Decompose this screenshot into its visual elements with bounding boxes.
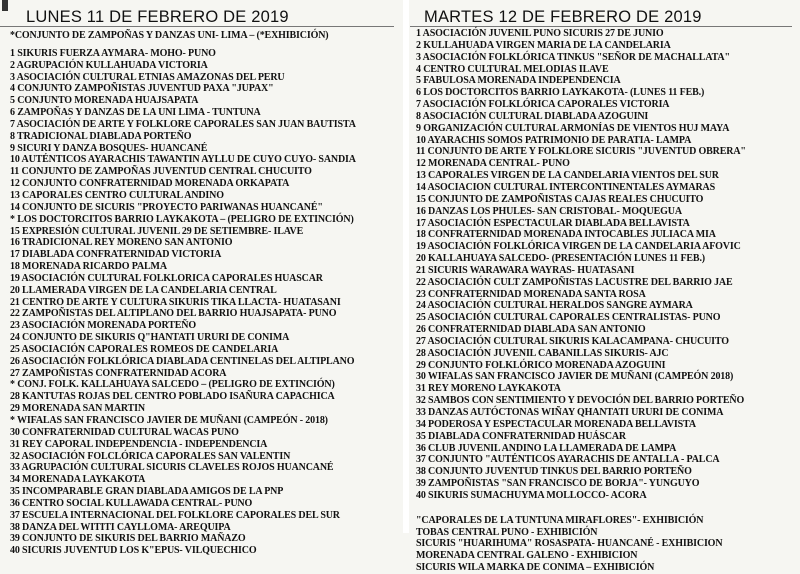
- right-items-line: 38 CONJUNTO JUVENTUD TINKUS DEL BARRIO PORTEÑO: [416, 466, 692, 478]
- left-items-line: 14 CONJUNTO DE SICURIS "PROYECTO PARIWANAS HUANCANÉ": [10, 201, 323, 213]
- left-items-line: 6 ZAMPOÑAS Y DANZAS DE LA UNI LIMA - TUNTUNA: [10, 107, 261, 119]
- left-items-line: 15 EXPRESIÓN CULTURAL JUVENIL 29 DE SETIEMBRE- ILAVE: [10, 225, 304, 237]
- left-items-line: 12 CONJUNTO CONFRATERNIDAD MORENADA ORKAPATA: [10, 178, 290, 190]
- right-items-line: 15 CONJUNTO DE ZAMPOÑISTAS CAJAS REALES CHUCUITO: [416, 193, 704, 205]
- tuesday-list: [416, 28, 800, 574]
- left-items-line: 24 CONJUNTO DE SIKURIS Q"HANTATI URURI DE CONIMA: [10, 332, 290, 344]
- right-items-line: 27 ASOCIACIÓN CULTURAL SIKURIS KALACAMPANA- CHUCUITO: [416, 335, 729, 347]
- left-items-line: 5 CONJUNTO MORENADA HUAJSAPATA: [10, 95, 199, 107]
- monday-header: [0, 0, 402, 26]
- left-items-line: * LOS DOCTORCITOS BARRIO LAYKAKOTA – (PELIGRO DE EXTINCIÓN): [10, 213, 354, 225]
- right-items-line: 6 LOS DOCTORCITOS BARRIO LAYKAKOTA- (LUNES 11 FEB.): [416, 87, 705, 99]
- left-items-line: 16 TRADICIONAL REY MORENO SAN ANTONIO: [10, 237, 233, 249]
- left-items-line: 2 AGRUPACIÓN KULLAHUADA VICTORIA: [10, 59, 208, 71]
- right-exhibitions-line: TOBAS CENTRAL PUNO - EXHIBICIÓN: [416, 526, 598, 538]
- tuesday-header: [410, 0, 800, 26]
- right-items-line: 29 CONJUNTO FOLKLÓRICO MORENADA AZOGUINI: [416, 359, 666, 371]
- right-items-line: 34 PODEROSA Y ESPECTACULAR MORENADA BELLAVISTA: [416, 418, 696, 430]
- right-items-line: 10 AYARACHIS SOMOS PATRIMONIO DE PARATIA- LAMPA: [416, 134, 692, 146]
- spacer: [416, 502, 800, 515]
- monday-list: [10, 30, 402, 557]
- left-items-line: 21 CENTRO DE ARTE Y CULTURA SIKURIS TIKA LLACTA- HUATASANI: [10, 296, 341, 308]
- right-items-line: 13 CAPORALES VIRGEN DE LA CANDELARIA VIENTOS DEL SUR: [416, 170, 719, 182]
- left-items-line: 29 MORENADA SAN MARTIN: [10, 403, 145, 415]
- tuesday-column: [410, 0, 800, 574]
- left-items-line: 9 SICURI Y DANZA BOSQUES- HUANCANÉ: [10, 142, 208, 154]
- right-items-line: 17 ASOCIACIÓN ESPECTACULAR DIABLADA BELLAVISTA: [416, 217, 690, 229]
- right-items-line: 18 CONFRATERNIDAD MORENADA INTOCABLES JULIACA MIA: [416, 229, 716, 241]
- right-items-line: 35 DIABLADA CONFRATERNIDAD HUÁSCAR: [416, 430, 627, 442]
- left-items-line: 38 DANZA DEL WITITI CAYLLOMA- AREQUIPA: [10, 521, 231, 533]
- right-items-line: 28 ASOCIACIÓN JUVENIL CABANILLAS SIKURIS- AJC: [416, 347, 669, 359]
- left-items-line: 27 ZAMPOÑISTAS CONFRATERNIDAD ACORA: [10, 367, 227, 379]
- right-exhibitions-line: SICURIS WILA MARKA DE CONIMA – EXHIBICIÓN: [416, 562, 655, 574]
- left-items-line: 22 ZAMPOÑISTAS DEL ALTIPLANO DEL BARRIO HUAJSAPATA- PUNO: [10, 308, 337, 320]
- right-items-line: 11 CONJUNTO DE ARTE Y FOLKLORE SICURIS "JUVENTUD OBRERA": [416, 146, 746, 158]
- right-items-line: 21 SICURIS WARAWARA WAYRAS- HUATASANI: [416, 264, 635, 276]
- left-items-line: 35 INCOMPARABLE GRAN DIABLADA AMIGOS DE LA PNP: [10, 486, 284, 498]
- right-items-line: 14 ASOCIACION CULTURAL INTERCONTINENTALES AYMARAS: [416, 181, 716, 193]
- right-items-line: 5 FABULOSA MORENADA INDEPENDENCIA: [416, 75, 621, 87]
- left-items-line: 25 ASOCIACIÓN CAPORALES ROMEOS DE CANDELARIA: [10, 343, 279, 355]
- right-items-line: 36 CLUB JUVENIL ANDINO LA LLAMERADA DE LAMPA: [416, 442, 677, 454]
- right-items-line: 31 REY MORENO LAYKAKOTA: [416, 383, 561, 395]
- left-items-line: 3 ASOCIACIÓN CULTURAL ETNIAS AMAZONAS DEL PERU: [10, 71, 285, 83]
- right-items-line: 8 ASOCIACIÓN CULTURAL DIABLADA AZOGUINI: [416, 110, 649, 122]
- right-items-line: 32 SAMBOS CON SENTIMIENTO Y DEVOCIÓN DEL BARRIO PORTEÑO: [416, 395, 745, 407]
- right-items-line: 9 ORGANIZACIÓN CULTURAL ARMONÍAS DE VIENTOS HUJ MAYA: [416, 122, 730, 134]
- left-items-line: 31 REY CAPORAL INDEPENDENCIA - INDEPENDENCIA: [10, 438, 268, 450]
- left-items-line: 39 CONJUNTO DE SIKURIS DEL BARRIO MAÑAZO: [10, 533, 246, 545]
- left-items-line: 19 ASOCIACIÓN CULTURAL FOLKLORICA CAPORALES HUASCAR: [10, 272, 323, 284]
- left-items-line: 28 KANTUTAS ROJAS DEL CENTRO POBLADO ISAÑURA CAPACHICA: [10, 391, 335, 403]
- right-items-line: 24 ASOCIACIÓN CULTURAL HERALDOS SANGRE AYMARA: [416, 300, 693, 312]
- left-items-line: * CONJ. FOLK. KALLAHUAYA SALCEDO – (PELIGRO DE EXTINCIÓN): [10, 379, 335, 391]
- left-items-line: 13 CAPORALES CENTRO CULTURAL ANDINO: [10, 189, 224, 201]
- right-items-line: 1 ASOCIACIÓN JUVENIL PUNO SICURIS 27 DE JUNIO: [416, 28, 664, 39]
- left-items-line: 33 AGRUPACIÓN CULTURAL SICURIS CLAVELES ROJOS HUANCANÉ: [10, 462, 334, 474]
- right-items-line: 30 WIFALAS SAN FRANCISCO JAVIER DE MUÑANI (CAMPEÓN 2018): [416, 371, 734, 383]
- left-items-line: 32 ASOCIACIÓN FOLCLÓRICA CAPORALES SAN VALENTIN: [10, 450, 291, 462]
- tuesday-title: MARTES 12 DE FEBRERO DE 2019: [424, 8, 702, 26]
- right-items-line: 3 ASOCIACIÓN FOLKLÓRICA TINKUS "SEÑOR DE MACHALLATA": [416, 51, 730, 63]
- left-items-line: 23 ASOCIACIÓN MORENADA PORTEÑO: [10, 320, 196, 332]
- right-items-line: 26 CONFRATERNIDAD DIABLADA SAN ANTONIO: [416, 324, 646, 336]
- left-items-line: 40 SICURIS JUVENTUD LOS K"EPUS- VILQUECHICO: [10, 545, 257, 557]
- right-items-line: 19 ASOCIACIÓN FOLKLÓRICA VIRGEN DE LA CANDELARIA AFOVIC: [416, 241, 741, 253]
- monday-intro: *CONJUNTO DE ZAMPOÑAS Y DANZAS UNI- LIMA – (*EXHIBICIÓN): [10, 30, 329, 41]
- right-items-line: 33 DANZAS AUTÓCTONAS WIÑAY QHANTATI URURI DE CONIMA: [416, 407, 724, 418]
- right-items-line: 37 CONJUNTO "AUTÉNTICOS AYARACHIS DE ANTALLA - PALCA: [416, 454, 720, 466]
- right-items-line: 40 SIKURIS SUMACHUYMA MOLLOCCO- ACORA: [416, 489, 647, 501]
- header-rule: [0, 26, 394, 27]
- left-items-line: 20 LLAMERADA VIRGEN DE LA CANDELARIA CENTRAL: [10, 284, 277, 296]
- left-items-line: * WIFALAS SAN FRANCISCO JAVIER DE MUÑANI (CAMPEÓN - 2018): [10, 415, 328, 426]
- right-items-line: 4 CENTRO CULTURAL MELODIAS ILAVE: [416, 63, 609, 75]
- header-rule: [410, 26, 792, 27]
- left-items-line: 11 CONJUNTO DE ZAMPOÑAS JUVENTUD CENTRAL CHUCUITO: [10, 166, 312, 178]
- right-items-line: 25 ASOCIACIÓN CULTURAL CAPORALES CENTRALISTAS- PUNO: [416, 312, 721, 324]
- right-items-line: 22 ASOCIACIÓN CULT ZAMPOÑISTAS LACUSTRE DEL BARRIO JAE: [416, 276, 733, 288]
- left-items-line: 37 ESCUELA INTERNACIONAL DEL FOLKLORE CAPORALES DEL SUR: [10, 509, 340, 521]
- left-items-line: 10 AUTÉNTICOS AYARACHIS TAWANTIN AYLLU DE CUYO CUYO- SANDIA: [10, 154, 356, 166]
- left-items-line: 34 MORENADA LAYKAKOTA: [10, 474, 146, 486]
- right-items-line: 2 KULLAHUADA VIRGEN MARIA DE LA CANDELARIA: [416, 39, 671, 51]
- left-items-line: 8 TRADICIONAL DIABLADA PORTEÑO: [10, 130, 192, 142]
- right-items-line: 23 CONFRATERNIDAD MORENADA SANTA ROSA: [416, 288, 646, 300]
- monday-column: [0, 0, 402, 557]
- corner-mark: [2, 0, 22, 11]
- left-items-line: 1 SIKURIS FUERZA AYMARA- MOHO- PUNO: [10, 47, 216, 59]
- left-items-line: 17 DIABLADA CONFRATERNIDAD VICTORIA: [10, 249, 222, 261]
- column-separator: [403, 0, 409, 533]
- right-items-line: 12 MORENADA CENTRAL- PUNO: [416, 158, 570, 170]
- right-exhibitions-line: SICURIS "HUARIHUMA" ROSASPATA- HUANCANÉ - EXHIBICION: [416, 538, 723, 550]
- right-items-line: 16 DANZAS LOS PHULES- SAN CRISTOBAL- MOQUEGUA: [416, 205, 682, 217]
- left-items-line: 30 CONFRATERNIDAD CULTURAL WACAS PUNO: [10, 426, 239, 438]
- left-items-line: 4 CONJUNTO ZAMPOÑISTAS JUVENTUD PAXA "JUPAX": [10, 83, 274, 95]
- left-items-line: 26 ASOCIACIÓN FOLKLÓRICA DIABLADA CENTINELAS DEL ALTIPLANO: [10, 355, 355, 367]
- left-items-line: 7 ASOCIACIÓN DE ARTE Y FOLKLORE CAPORALES SAN JUAN BAUTISTA: [10, 118, 356, 130]
- right-items-line: 7 ASOCIACIÓN FOLKLÓRICA CAPORALES VICTORIA: [416, 99, 670, 111]
- right-exhibitions-line: MORENADA CENTRAL GALENO - EXHIBICION: [416, 550, 638, 562]
- right-items-line: 20 KALLAHUAYA SALCEDO- (PRESENTACIÓN LUNES 11 FEB.): [416, 253, 705, 265]
- left-items-line: 36 CENTRO SOCIAL KULLAWADA CENTRAL- PUNO: [10, 497, 253, 509]
- left-items-line: 18 MORENADA RICARDO PALMA: [10, 261, 167, 273]
- monday-title: LUNES 11 DE FEBRERO DE 2019: [26, 8, 289, 26]
- right-items-line: 39 ZAMPOÑISTAS "SAN FRANCISCO DE BORJA"- YUNGUYO: [416, 478, 700, 490]
- right-exhibitions-line: "CAPORALES DE LA TUNTUNA MIRAFLORES"- EXHIBICIÓN: [416, 514, 704, 526]
